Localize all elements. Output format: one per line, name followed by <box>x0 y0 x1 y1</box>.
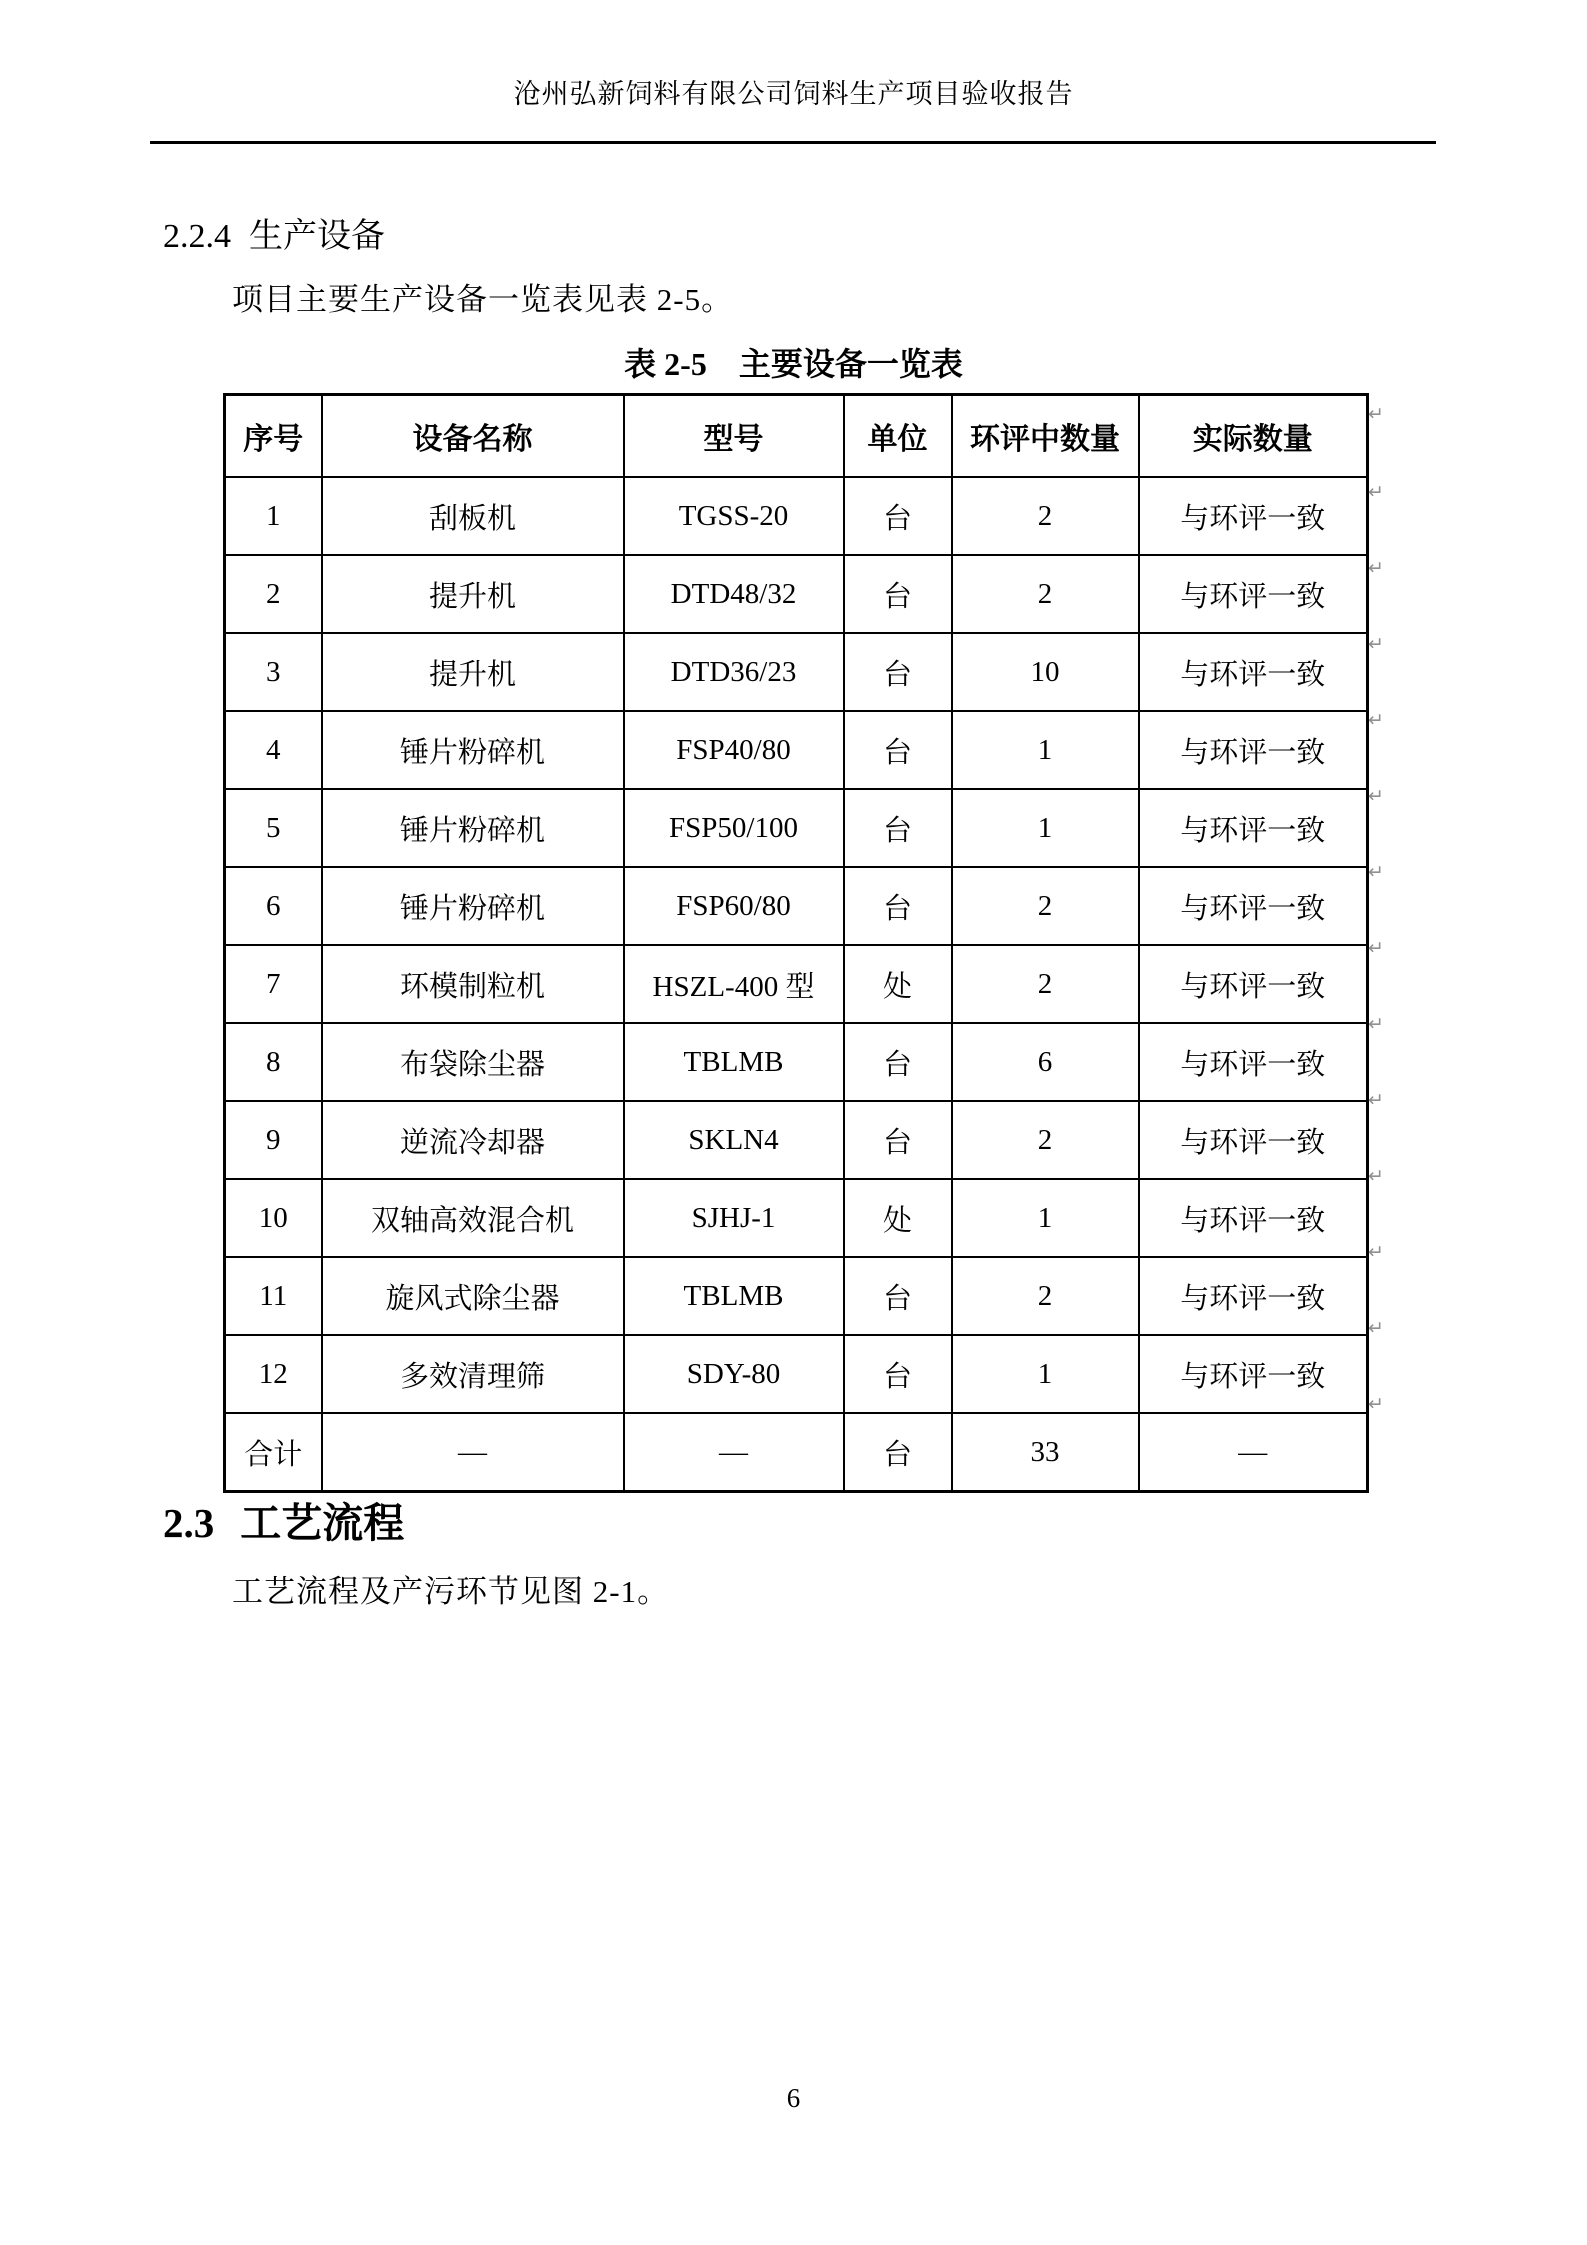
table-cell: 刮板机 <box>322 477 624 555</box>
table-cell: 双轴高效混合机 <box>322 1179 624 1257</box>
table-cell: 旋风式除尘器 <box>322 1257 624 1335</box>
table-cell: 12 <box>225 1335 322 1413</box>
table-row <box>225 945 1368 1023</box>
table-row <box>225 1101 1368 1179</box>
table-header-cell: 型号 <box>624 395 844 478</box>
table-cell: 5 <box>225 789 322 867</box>
table-cell: 处 <box>844 945 952 1023</box>
table-cell: 2 <box>952 477 1139 555</box>
table-row <box>225 711 1368 789</box>
paragraph-end-mark-icon: ↵ <box>1368 1089 1384 1111</box>
table-row <box>225 1413 1368 1492</box>
table-cell: 逆流冷却器 <box>322 1101 624 1179</box>
paragraph-end-mark-icon: ↵ <box>1368 403 1384 425</box>
paragraph-end-mark-icon: ↵ <box>1368 785 1384 807</box>
table-cell: 1 <box>952 711 1139 789</box>
paragraph-end-mark-icon: ↵ <box>1368 1393 1384 1415</box>
table-cell: 与环评一致 <box>1139 711 1368 789</box>
table-cell: 处 <box>844 1179 952 1257</box>
table-cell: 台 <box>844 789 952 867</box>
table-cell: 8 <box>225 1023 322 1101</box>
table-cell: 与环评一致 <box>1139 867 1368 945</box>
table-cell: 锤片粉碎机 <box>322 789 624 867</box>
equipment-table <box>223 393 1369 1493</box>
table-cell: 3 <box>225 633 322 711</box>
table-cell: DTD36/23 <box>624 633 844 711</box>
table-cell: 台 <box>844 867 952 945</box>
table-cell: — <box>322 1413 624 1492</box>
table-cell: 1 <box>952 1179 1139 1257</box>
table-cell: FSP50/100 <box>624 789 844 867</box>
table-cell: 9 <box>225 1101 322 1179</box>
table-cell: TGSS-20 <box>624 477 844 555</box>
table-cell: — <box>1139 1413 1368 1492</box>
paragraph-end-mark-icon: ↵ <box>1368 557 1384 579</box>
table-cell: 与环评一致 <box>1139 1335 1368 1413</box>
table-cell: 提升机 <box>322 633 624 711</box>
table-cell: 锤片粉碎机 <box>322 867 624 945</box>
intro-paragraph: 项目主要生产设备一览表见表 2-5。 <box>232 282 734 317</box>
table-cell: 11 <box>225 1257 322 1335</box>
table-cell: 台 <box>844 1413 952 1492</box>
table-cell: 台 <box>844 555 952 633</box>
paragraph-end-mark-icon: ↵ <box>1368 1165 1384 1187</box>
table-cell: 6 <box>225 867 322 945</box>
section-title: 工艺流程 <box>240 1500 405 1546</box>
page-number: 6 <box>786 2083 801 2113</box>
table-cell: SDY-80 <box>624 1335 844 1413</box>
paragraph-end-mark-icon: ↵ <box>1368 481 1384 503</box>
table-cell: 与环评一致 <box>1139 789 1368 867</box>
table-cell: 台 <box>844 633 952 711</box>
table-row <box>225 633 1368 711</box>
table-cell: SKLN4 <box>624 1101 844 1179</box>
paragraph-end-mark-icon: ↵ <box>1368 1317 1384 1339</box>
table-cell: 6 <box>952 1023 1139 1101</box>
table-header-cell: 序号 <box>225 395 322 478</box>
table-row <box>225 477 1368 555</box>
table-cell: 4 <box>225 711 322 789</box>
table-cell: 台 <box>844 711 952 789</box>
table-cell: 2 <box>225 555 322 633</box>
table-cell: 与环评一致 <box>1139 633 1368 711</box>
table-cell: 2 <box>952 1101 1139 1179</box>
table-row <box>225 555 1368 633</box>
table-cell: 布袋除尘器 <box>322 1023 624 1101</box>
table-cell: 2 <box>952 867 1139 945</box>
table-cell: 7 <box>225 945 322 1023</box>
table-cell: 1 <box>952 789 1139 867</box>
table-row <box>225 1179 1368 1257</box>
section-heading-2-3 <box>163 1490 404 1549</box>
section-title: 生产设备 <box>249 218 385 255</box>
table-header-cell: 设备名称 <box>322 395 624 478</box>
table-cell: TBLMB <box>624 1257 844 1335</box>
table-cell: 环模制粒机 <box>322 945 624 1023</box>
table-cell: 1 <box>952 1335 1139 1413</box>
table-cell: SJHJ-1 <box>624 1179 844 1257</box>
equipment-table-body <box>225 477 1368 1492</box>
table-row <box>225 1335 1368 1413</box>
table-header-cell: 环评中数量 <box>952 395 1139 478</box>
table-row <box>225 789 1368 867</box>
section-number: 2.3 <box>163 1500 215 1546</box>
table-cell: 锤片粉碎机 <box>322 711 624 789</box>
table-cell: TBLMB <box>624 1023 844 1101</box>
table-cell: 2 <box>952 1257 1139 1335</box>
process-flow-paragraph: 工艺流程及产污环节见图 2-1。 <box>232 1574 670 1609</box>
table-cell: 1 <box>225 477 322 555</box>
table-cell: 与环评一致 <box>1139 1101 1368 1179</box>
table-cell: 提升机 <box>322 555 624 633</box>
paragraph-end-mark-icon: ↵ <box>1368 937 1384 959</box>
table-header-cell: 实际数量 <box>1139 395 1368 478</box>
table-cell: 与环评一致 <box>1139 945 1368 1023</box>
table-row <box>225 1257 1368 1335</box>
table-cell: — <box>624 1413 844 1492</box>
table-cell: DTD48/32 <box>624 555 844 633</box>
table-cell: 与环评一致 <box>1139 477 1368 555</box>
paragraph-end-mark-icon: ↵ <box>1368 633 1384 655</box>
section-heading-2-2-4 <box>163 208 385 257</box>
table-header-cell: 单位 <box>844 395 952 478</box>
paragraph-end-mark-icon: ↵ <box>1368 1241 1384 1263</box>
table-cell: 2 <box>952 945 1139 1023</box>
table-cell: 合计 <box>225 1413 322 1492</box>
table-cell: 台 <box>844 1335 952 1413</box>
table-cell: 台 <box>844 1257 952 1335</box>
header-divider <box>150 141 1436 144</box>
table-cell: 与环评一致 <box>1139 1023 1368 1101</box>
table-cell: FSP40/80 <box>624 711 844 789</box>
table-header-row <box>225 395 1368 478</box>
paragraph-end-mark-icon: ↵ <box>1368 1013 1384 1035</box>
table-cell: 33 <box>952 1413 1139 1492</box>
table-cell: 与环评一致 <box>1139 1257 1368 1335</box>
table-cell: 台 <box>844 1023 952 1101</box>
paragraph-end-mark-icon: ↵ <box>1368 709 1384 731</box>
table-cell: 与环评一致 <box>1139 1179 1368 1257</box>
table-cell: 多效清理筛 <box>322 1335 624 1413</box>
table-cell: HSZL-400 型 <box>624 945 844 1023</box>
table-cell: 台 <box>844 1101 952 1179</box>
table-cell: 台 <box>844 477 952 555</box>
equipment-table-header <box>225 395 1368 478</box>
table-cell: 与环评一致 <box>1139 555 1368 633</box>
table-caption: 表 2-5 主要设备一览表 <box>624 346 963 382</box>
table-cell: FSP60/80 <box>624 867 844 945</box>
table-cell: 2 <box>952 555 1139 633</box>
page-header-title: 沧州弘新饲料有限公司饲料生产项目验收报告 <box>513 79 1074 109</box>
table-row <box>225 1023 1368 1101</box>
table-cell: 10 <box>952 633 1139 711</box>
table-cell: 10 <box>225 1179 322 1257</box>
section-number: 2.2.4 <box>163 218 231 255</box>
paragraph-end-mark-icon: ↵ <box>1368 861 1384 883</box>
table-row <box>225 867 1368 945</box>
